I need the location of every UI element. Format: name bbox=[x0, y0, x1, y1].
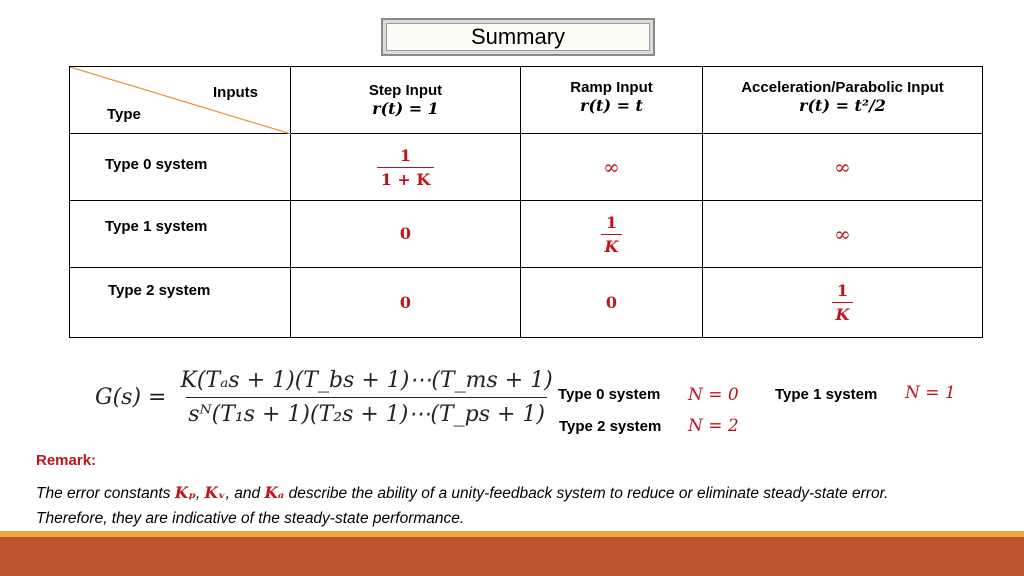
ka-constant: Kₐ bbox=[264, 483, 285, 502]
formula-denominator: sᴺ(T₁s + 1)(T₂s + 1)⋯(T_ps + 1) bbox=[186, 397, 547, 427]
table-header-row bbox=[70, 67, 983, 134]
formula-fraction bbox=[178, 368, 554, 427]
zero-value: 0 bbox=[399, 292, 412, 312]
remark-text-end: describe the ability of a unity-feedback system to reduce or eliminate steady-state error. bbox=[288, 485, 889, 502]
formula-numerator: K(Tₐs + 1)(T_bs + 1)⋯(T_ms + 1) bbox=[180, 368, 553, 393]
step-cell bbox=[291, 268, 521, 338]
summary-table bbox=[69, 66, 983, 338]
kv-constant: Kᵥ bbox=[204, 483, 226, 502]
row-label: Type 0 system bbox=[105, 156, 208, 173]
step-fraction bbox=[377, 146, 435, 189]
type1-label: Type 1 system bbox=[775, 386, 878, 403]
footer-bar bbox=[0, 537, 1024, 576]
accel-input-label: Acceleration/Parabolic Input bbox=[741, 79, 944, 96]
transfer-function-formula bbox=[95, 368, 555, 427]
infinity-value: ∞ bbox=[603, 155, 620, 179]
kp-constant: Kₚ bbox=[174, 483, 196, 502]
step-input-header bbox=[291, 67, 521, 134]
remark-text: The error constants Kₚ, Kᵥ, and Kₐ describe the ability of a unity-feedback system to reduce or eliminate steady-state error. Therefore, they are indicative of the steady-state performance. bbox=[36, 483, 889, 527]
infinity-value: ∞ bbox=[834, 155, 851, 179]
accel-cell bbox=[703, 201, 983, 268]
step-input-formula: r(t) = 1 bbox=[372, 99, 439, 118]
step-cell bbox=[291, 134, 521, 201]
fraction-numerator: 1 bbox=[605, 212, 618, 232]
row-label-cell bbox=[70, 268, 291, 338]
accel-input-header bbox=[703, 67, 983, 134]
ramp-input-header bbox=[521, 67, 703, 134]
type-label: Type bbox=[107, 106, 141, 123]
accel-cell bbox=[703, 268, 983, 338]
fraction-numerator: 1 bbox=[836, 281, 849, 300]
type0-n-value: N = 0 bbox=[688, 385, 739, 405]
fraction-denominator: K bbox=[832, 302, 854, 324]
row-label: Type 2 system bbox=[108, 282, 211, 299]
type0-label: Type 0 system bbox=[558, 386, 661, 403]
fraction-numerator: 1 bbox=[399, 145, 412, 165]
ramp-cell bbox=[521, 134, 703, 201]
accel-input-formula: r(t) = t²/2 bbox=[799, 96, 886, 115]
ramp-input-formula: r(t) = t bbox=[580, 96, 643, 115]
accel-cell bbox=[703, 134, 983, 201]
corner-header-cell bbox=[70, 67, 291, 134]
remark-title: Remark: bbox=[36, 452, 97, 469]
table-row bbox=[70, 268, 983, 338]
ramp-fraction bbox=[601, 213, 623, 256]
row-label-cell bbox=[70, 134, 291, 201]
fraction-denominator: K bbox=[601, 234, 623, 256]
inputs-label: Inputs bbox=[213, 84, 258, 101]
remark-and: and bbox=[234, 485, 261, 502]
remark-line2: Therefore, they are indicative of the steady-state performance. bbox=[36, 510, 465, 527]
formula-lhs: G(s) = bbox=[95, 385, 167, 410]
type1-n-value: N = 1 bbox=[905, 383, 956, 403]
row-label: Type 1 system bbox=[105, 218, 208, 235]
table-row bbox=[70, 201, 983, 268]
slide-title: Summary bbox=[381, 18, 655, 56]
type2-label: Type 2 system bbox=[559, 418, 662, 435]
zero-value: 0 bbox=[605, 292, 618, 312]
ramp-cell bbox=[521, 268, 703, 338]
step-cell bbox=[291, 201, 521, 268]
fraction-denominator: 1 + K bbox=[377, 167, 435, 189]
zero-value: 0 bbox=[399, 224, 412, 243]
accel-fraction bbox=[832, 281, 854, 324]
table-row bbox=[70, 134, 983, 201]
row-label-cell bbox=[70, 201, 291, 268]
type2-n-value: N = 2 bbox=[688, 416, 739, 436]
ramp-cell bbox=[521, 201, 703, 268]
ramp-input-label: Ramp Input bbox=[570, 79, 653, 96]
step-input-label: Step Input bbox=[368, 82, 443, 99]
infinity-value: ∞ bbox=[834, 222, 851, 246]
remark-text-start: The error constants bbox=[36, 485, 171, 502]
